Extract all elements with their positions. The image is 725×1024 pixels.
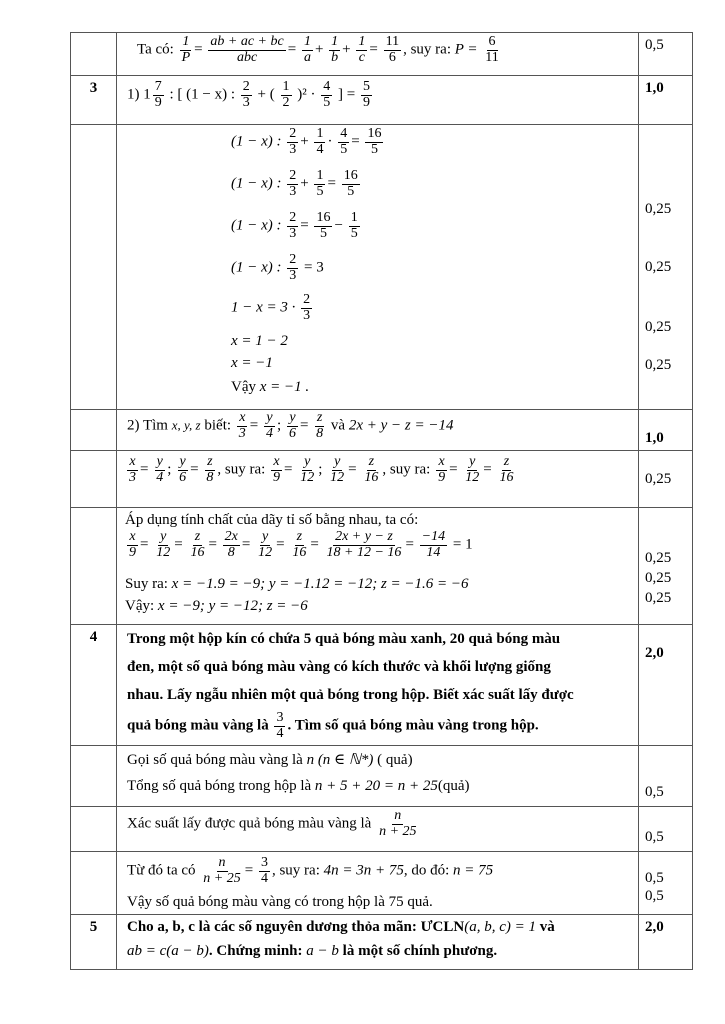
- answer-let-n: Gọi số quả bóng màu vàng là n (n ∈ ℕ*) ( quả): [127, 752, 413, 768]
- step-6: x = 1 − 2: [231, 333, 288, 349]
- points: 1,0: [645, 430, 664, 446]
- points: 2,0: [645, 919, 664, 935]
- formula-1-over-p: Ta có: $\frac{1}{P}$ = $\frac{ab + ac + bc}{\text{abc}}$ = $\frac{1}{a}$ + $\frac{1}{b}$ + $\frac{1}{c}$ = $\frac{11}{6}$ , suy ra: P = $\frac{6}{11}$: [137, 34, 499, 65]
- conclusion-line: Vậy: x = −9; y = −12; z = −6: [125, 598, 308, 614]
- step-1: (1 − x) : $\frac{2}{3}$ + $\frac{1}{4}$ · $\frac{4}{5}$ = $\frac{16}{5}$: [231, 126, 382, 157]
- points: 0,25: [645, 550, 672, 566]
- question-number: 3: [71, 76, 117, 125]
- table-row: [71, 915, 693, 970]
- answer-total: Tổng số quả bóng trong hộp là n + 5 + 20 = n + 25(quả): [127, 778, 470, 794]
- question-5-line1: Cho a, b, c là các số nguyên dương thỏa mãn: ƯCLN(a, b, c) = 1 và: [127, 919, 555, 935]
- step-7: x = −1: [231, 355, 273, 371]
- ratio-equality: $\frac{x}{9}$ = $\frac{y}{12}$ = $\frac{z}{16}$ = $\frac{2x}{8}$ = $\frac{y}{12}$ = $\frac{z}{16}$ = $\frac{2x + y - z}{18 + 12 - 16}$ = $\frac{-14}{14}$ = 1: [129, 529, 473, 560]
- question-4-text: Trong một hộp kín có chứa 5 quả bóng màu xanh, 20 quả bóng màu đen, một số quả bóng màu vàng có kích thước và khối lượng giống nhau. Lấy ngẫu nhiên một quả bóng trong hộp. Biết xác suất lấy được quả bóng màu vàng là $\frac{3}{4}$ . Tìm số quả bóng màu vàng trong hộp.: [127, 631, 574, 741]
- step-4: (1 − x) : $\frac{2}{3}$ = 3: [231, 252, 324, 283]
- question-number: 5: [71, 915, 117, 970]
- table-row: [71, 746, 693, 807]
- property-intro: Áp dụng tính chất của dãy tỉ số bằng nhau, ta có:: [125, 512, 419, 528]
- answer-table: [70, 32, 693, 970]
- step-2: (1 − x) : $\frac{2}{3}$ + $\frac{1}{5}$ = $\frac{16}{5}$: [231, 168, 358, 199]
- result-line: Suy ra: x = −1.9 = −9; y = −1.12 = −12; z = −1.6 = −6: [125, 576, 469, 592]
- points: 0,25: [645, 319, 672, 335]
- proportion-chain: $\frac{x}{3}$ = $\frac{y}{4}$ ; $\frac{y}{6}$ = $\frac{z}{8}$ , suy ra: $\frac{x}{9}$ = $\frac{y}{12}$ ; $\frac{y}{12}$ = $\frac{z}{16}$ , suy ra: $\frac{x}{9}$ = $\frac{y}{12}$ = $\frac{z}{16}$: [129, 454, 514, 485]
- answer-equation: Từ đó ta có $\frac{n}{n + 25}$ = $\frac{3}{4}$ , suy ra: 4n = 3n + 75, do đó: n = 75: [127, 855, 494, 886]
- table-row: [71, 852, 693, 915]
- question-5-line2: ab = c(a − b). Chứng minh: a − b là một số chính phương.: [127, 943, 498, 959]
- table-row: [71, 76, 693, 125]
- points: 0,5: [645, 888, 664, 904]
- table-row: [71, 125, 693, 410]
- points: 0,5: [645, 870, 664, 886]
- step-3: (1 − x) : $\frac{2}{3}$ = $\frac{16}{5}$ − $\frac{1}{5}$: [231, 210, 358, 241]
- points: 0,25: [645, 471, 672, 487]
- step-5: 1 − x = 3 · $\frac{2}{3}$: [231, 292, 311, 323]
- table-row: [71, 33, 693, 76]
- part1-equation: 1) 1 $\frac{7}{9}$ : [ (1 − x) : $\frac{2}{3}$ + ( $\frac{1}{2}$ )² · $\frac{4}{5}$ ] = $\frac{5}{9}$: [127, 79, 370, 110]
- points: 0,25: [645, 357, 672, 373]
- table-row: [71, 625, 693, 746]
- answer-probability: Xác suất lấy được quả bóng màu vàng là $\frac{n}{n + 25}$: [127, 808, 417, 839]
- points: 0,25: [645, 201, 672, 217]
- points: 1,0: [645, 80, 664, 96]
- step-8: Vậy x = −1 .: [231, 379, 310, 395]
- points: 0,25: [645, 590, 672, 606]
- points: 2,0: [645, 645, 664, 661]
- points: 0,25: [645, 259, 672, 275]
- points: 0,5: [645, 784, 664, 800]
- points: 0,5: [645, 37, 664, 53]
- points: 0,5: [645, 829, 664, 845]
- part2-question: 2) Tìm x, y, z biết: $\frac{x}{3}$ = $\frac{y}{4}$ ; $\frac{y}{6}$ = $\frac{z}{8}$ và 2x + y − z = −14: [127, 410, 454, 441]
- table-row: [71, 508, 693, 625]
- table-row: [71, 410, 693, 451]
- points: 0,25: [645, 570, 672, 586]
- answer-conclusion: Vậy số quả bóng màu vàng có trong hộp là 75 quả.: [127, 894, 433, 910]
- table-row: [71, 807, 693, 852]
- table-row: [71, 451, 693, 508]
- question-number: 4: [71, 625, 117, 746]
